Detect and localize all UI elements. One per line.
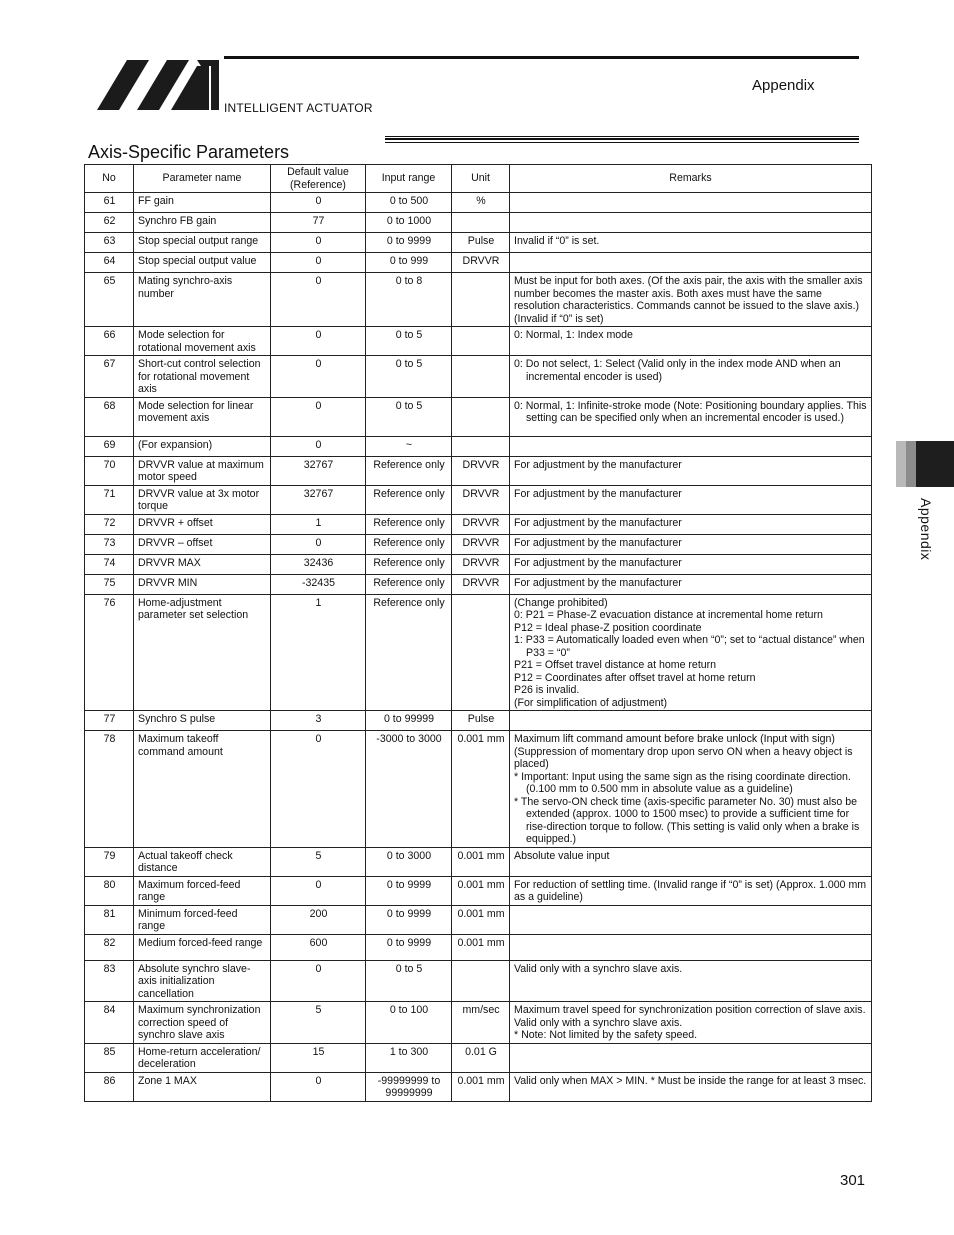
cell-default-value: 0 — [271, 1072, 366, 1101]
cell-unit: DRVVR — [452, 534, 510, 554]
table-row — [85, 253, 872, 273]
cell-input-range: 0 to 100 — [366, 1002, 452, 1044]
cell-default-value: 0 — [271, 876, 366, 905]
cell-unit — [452, 960, 510, 1002]
col-header-remarks: Remarks — [510, 165, 872, 193]
cell-unit — [452, 273, 510, 327]
cell-unit: 0.001 mm — [452, 1072, 510, 1101]
remarks-line: For adjustment by the manufacturer — [514, 536, 682, 549]
remarks-line: 0: Normal, 1: Infinite-stroke mode (Note: Positioning boundary applies. This setting can be specified only when an incremental encoder is used.) — [514, 399, 867, 424]
cell-unit — [452, 356, 510, 398]
remarks-line: P21 = Offset travel distance at home return — [514, 659, 717, 671]
table-row — [85, 1002, 872, 1044]
table-row — [85, 934, 872, 960]
cell-default-value: 600 — [271, 934, 366, 960]
cell-no: 64 — [85, 253, 134, 273]
cell-parameter-name: DRVVR + offset — [134, 514, 271, 534]
cell-unit: DRVVR — [452, 574, 510, 594]
remarks-line: * Important: Input using the same sign as the rising coordinate direction. (0.100 mm to 0.500 mm in absolute value as a guideline) — [514, 770, 851, 795]
cell-remarks — [510, 1002, 872, 1044]
cell-no: 76 — [85, 594, 134, 711]
cell-default-value: 77 — [271, 213, 366, 233]
remarks-line: (Change prohibited) — [514, 596, 608, 609]
cell-input-range: -99999999 to 99999999 — [366, 1072, 452, 1101]
remarks-line: Maximum lift command amount before brake unlock (Input with sign) (Suppression of momentary drop upon servo ON when a heavy object is placed) — [514, 733, 853, 770]
cell-default-value: 0 — [271, 534, 366, 554]
cell-default-value: 0 — [271, 731, 366, 848]
cell-parameter-name: DRVVR MIN — [134, 574, 271, 594]
cell-input-range: Reference only — [366, 594, 452, 711]
brand-name: INTELLIGENT ACTUATOR — [224, 101, 373, 115]
cell-no: 62 — [85, 213, 134, 233]
cell-parameter-name: Home-adjustment parameter set selection — [134, 594, 271, 711]
cell-no: 81 — [85, 905, 134, 934]
cell-no: 83 — [85, 960, 134, 1002]
table-row — [85, 574, 872, 594]
cell-remarks — [510, 554, 872, 574]
cell-remarks — [510, 574, 872, 594]
remarks-line: P12 = Coordinates after offset travel at home return — [514, 671, 756, 684]
cell-no: 73 — [85, 534, 134, 554]
table-row — [85, 1072, 872, 1101]
cell-remarks — [510, 213, 872, 233]
cell-no: 72 — [85, 514, 134, 534]
cell-unit: DRVVR — [452, 253, 510, 273]
side-tab — [896, 441, 954, 487]
table-row — [85, 397, 872, 436]
cell-default-value: 0 — [271, 273, 366, 327]
table-row — [85, 193, 872, 213]
remarks-line: For adjustment by the manufacturer — [514, 556, 682, 569]
cell-parameter-name: (For expansion) — [134, 436, 271, 456]
cell-input-range: Reference only — [366, 574, 452, 594]
col-header-range: Input range — [366, 165, 452, 193]
cell-default-value: 0 — [271, 436, 366, 456]
cell-no: 79 — [85, 847, 134, 876]
cell-parameter-name: DRVVR MAX — [134, 554, 271, 574]
cell-no: 74 — [85, 554, 134, 574]
cell-parameter-name: Synchro S pulse — [134, 711, 271, 731]
page-title: Axis-Specific Parameters — [88, 142, 290, 162]
cell-remarks — [510, 327, 872, 356]
cell-parameter-name: Mode selection for linear movement axis — [134, 397, 271, 436]
cell-unit: Pulse — [452, 233, 510, 253]
cell-default-value: 0 — [271, 193, 366, 213]
cell-input-range: 0 to 99999 — [366, 711, 452, 731]
cell-no: 75 — [85, 574, 134, 594]
cell-parameter-name: DRVVR – offset — [134, 534, 271, 554]
cell-remarks — [510, 711, 872, 731]
table-row — [85, 594, 872, 711]
cell-remarks — [510, 193, 872, 213]
cell-remarks — [510, 1072, 872, 1101]
remarks-line: Valid only with a synchro slave axis. — [514, 962, 683, 975]
col-header-name: Parameter name — [134, 165, 271, 193]
table-row — [85, 534, 872, 554]
cell-input-range: 0 to 9999 — [366, 905, 452, 934]
cell-parameter-name: Stop special output value — [134, 253, 271, 273]
cell-input-range: 0 to 500 — [366, 193, 452, 213]
table-row — [85, 356, 872, 398]
table-row — [85, 485, 872, 514]
cell-default-value: 15 — [271, 1043, 366, 1072]
table-row — [85, 213, 872, 233]
cell-remarks — [510, 534, 872, 554]
table-row — [85, 731, 872, 848]
cell-no: 69 — [85, 436, 134, 456]
remarks-line: * The servo-ON check time (axis-specific parameter No. 30) must also be extended (approx. 1000 to 1500 msec) to provide a sufficient time for rise-direction torque to follow. (This setting is valid only when a brake is equipped.) — [514, 795, 860, 845]
header-rule — [385, 138, 859, 140]
cell-parameter-name: Home-return acceleration/ deceleration — [134, 1043, 271, 1072]
table-row — [85, 514, 872, 534]
table-row — [85, 233, 872, 253]
table-row — [85, 327, 872, 356]
cell-remarks — [510, 397, 872, 436]
cell-unit: 0.001 mm — [452, 847, 510, 876]
cell-remarks — [510, 847, 872, 876]
cell-default-value: 1 — [271, 594, 366, 711]
table-row — [85, 456, 872, 485]
cell-parameter-name: Minimum forced-feed range — [134, 905, 271, 934]
cell-unit: DRVVR — [452, 514, 510, 534]
cell-default-value: 32767 — [271, 485, 366, 514]
remarks-line: 0: Do not select, 1: Select (Valid only in the index mode AND when an incremental encoder is used) — [514, 358, 841, 383]
cell-parameter-name: Absolute synchro slave-axis initialization cancellation — [134, 960, 271, 1002]
cell-remarks — [510, 1043, 872, 1072]
header-rule — [385, 136, 859, 137]
cell-remarks — [510, 905, 872, 934]
cell-parameter-name: Medium forced-feed range — [134, 934, 271, 960]
cell-default-value: 0 — [271, 960, 366, 1002]
cell-no: 80 — [85, 876, 134, 905]
table-row — [85, 905, 872, 934]
remarks-line: (For simplification of adjustment) — [514, 696, 668, 709]
cell-input-range: ~ — [366, 436, 452, 456]
cell-remarks — [510, 731, 872, 848]
cell-input-range: Reference only — [366, 514, 452, 534]
cell-remarks — [510, 356, 872, 398]
cell-default-value: 5 — [271, 1002, 366, 1044]
cell-no: 65 — [85, 273, 134, 327]
cell-input-range: 0 to 1000 — [366, 213, 452, 233]
iai-logo — [97, 58, 219, 112]
parameters-table — [84, 164, 872, 1102]
cell-input-range: 0 to 9999 — [366, 233, 452, 253]
cell-parameter-name: Mode selection for rotational movement axis — [134, 327, 271, 356]
cell-input-range: Reference only — [366, 534, 452, 554]
cell-input-range: 0 to 5 — [366, 356, 452, 398]
table-row — [85, 847, 872, 876]
cell-no: 70 — [85, 456, 134, 485]
cell-no: 85 — [85, 1043, 134, 1072]
cell-no: 77 — [85, 711, 134, 731]
cell-parameter-name: Short-cut control selection for rotational movement axis — [134, 356, 271, 398]
col-header-default: Default value (Reference) — [271, 165, 366, 193]
remarks-line: For adjustment by the manufacturer — [514, 516, 682, 529]
remarks-line: For adjustment by the manufacturer — [514, 458, 682, 471]
cell-input-range: Reference only — [366, 554, 452, 574]
col-header-no: No — [85, 165, 134, 193]
cell-remarks — [510, 233, 872, 253]
cell-remarks — [510, 436, 872, 456]
cell-unit — [452, 327, 510, 356]
cell-remarks — [510, 273, 872, 327]
section-label: Appendix — [752, 77, 815, 94]
header-top-rule — [224, 56, 859, 59]
cell-no: 68 — [85, 397, 134, 436]
cell-unit: 0.01 G — [452, 1043, 510, 1072]
remarks-line: * Note: Not limited by the safety speed. — [514, 1029, 698, 1041]
cell-default-value: 32767 — [271, 456, 366, 485]
cell-default-value: 200 — [271, 905, 366, 934]
cell-default-value: 0 — [271, 327, 366, 356]
cell-no: 86 — [85, 1072, 134, 1101]
cell-remarks — [510, 514, 872, 534]
cell-input-range: 0 to 5 — [366, 397, 452, 436]
cell-default-value: 0 — [271, 356, 366, 398]
cell-no: 78 — [85, 731, 134, 848]
table-row — [85, 876, 872, 905]
cell-remarks — [510, 876, 872, 905]
cell-default-value: 0 — [271, 397, 366, 436]
table-row — [85, 711, 872, 731]
remarks-line: P12 = Ideal phase-Z position coordinate — [514, 621, 702, 634]
remarks-line: Maximum travel speed for synchronization position correction of slave axis. Valid only with a synchro slave axis. — [514, 1004, 866, 1029]
cell-input-range: 0 to 999 — [366, 253, 452, 273]
cell-remarks — [510, 934, 872, 960]
cell-parameter-name: Stop special output range — [134, 233, 271, 253]
cell-remarks — [510, 253, 872, 273]
cell-input-range: Reference only — [366, 456, 452, 485]
table-header-row — [85, 165, 872, 193]
side-tab-label: Appendix — [918, 498, 934, 561]
cell-input-range: 0 to 9999 — [366, 934, 452, 960]
remarks-line: For adjustment by the manufacturer — [514, 487, 682, 500]
cell-input-range: Reference only — [366, 485, 452, 514]
cell-remarks — [510, 960, 872, 1002]
cell-unit: 0.001 mm — [452, 905, 510, 934]
cell-input-range: 0 to 5 — [366, 960, 452, 1002]
col-header-unit: Unit — [452, 165, 510, 193]
cell-input-range: 1 to 300 — [366, 1043, 452, 1072]
cell-unit — [452, 397, 510, 436]
cell-no: 63 — [85, 233, 134, 253]
remarks-line: Invalid if “0” is set. — [514, 235, 600, 247]
cell-unit — [452, 436, 510, 456]
cell-parameter-name: Maximum takeoff command amount — [134, 731, 271, 848]
cell-input-range: 0 to 8 — [366, 273, 452, 327]
cell-unit — [452, 213, 510, 233]
table-row — [85, 436, 872, 456]
remarks-line: 0: P21 = Phase-Z evacuation distance at incremental home return — [514, 609, 823, 621]
cell-default-value: 32436 — [271, 554, 366, 574]
cell-default-value: -32435 — [271, 574, 366, 594]
cell-default-value: 3 — [271, 711, 366, 731]
remarks-line: Absolute value input — [514, 849, 610, 862]
table-row — [85, 273, 872, 327]
cell-input-range: -3000 to 3000 — [366, 731, 452, 848]
cell-unit: 0.001 mm — [452, 731, 510, 848]
cell-input-range: 0 to 9999 — [366, 876, 452, 905]
cell-no: 67 — [85, 356, 134, 398]
cell-unit: 0.001 mm — [452, 876, 510, 905]
cell-unit — [452, 594, 510, 711]
remarks-line: For adjustment by the manufacturer — [514, 576, 682, 589]
cell-unit: DRVVR — [452, 485, 510, 514]
cell-remarks — [510, 456, 872, 485]
cell-parameter-name: DRVVR value at maximum motor speed — [134, 456, 271, 485]
header-rule — [385, 142, 859, 143]
cell-parameter-name: DRVVR value at 3x motor torque — [134, 485, 271, 514]
cell-input-range: 0 to 5 — [366, 327, 452, 356]
cell-unit: DRVVR — [452, 456, 510, 485]
cell-no: 61 — [85, 193, 134, 213]
cell-no: 84 — [85, 1002, 134, 1044]
remarks-line: 1: P33 = Automatically loaded even when “0”; set to “actual distance” when P33 = “0” — [514, 634, 865, 659]
table-row — [85, 960, 872, 1002]
cell-unit: mm/sec — [452, 1002, 510, 1044]
cell-remarks — [510, 485, 872, 514]
cell-parameter-name: FF gain — [134, 193, 271, 213]
remarks-line: 0: Normal, 1: Index mode — [514, 329, 633, 341]
cell-no: 71 — [85, 485, 134, 514]
cell-default-value: 0 — [271, 253, 366, 273]
cell-no: 66 — [85, 327, 134, 356]
cell-remarks — [510, 594, 872, 711]
cell-unit: Pulse — [452, 711, 510, 731]
remarks-line: Must be input for both axes. (Of the axis pair, the axis with the smaller axis number becomes the master axis. Both axes must have the same resolution characteristics. Commands cannot be issued to the slave axis.) (Invalid if “0” is set) — [514, 275, 863, 325]
cell-parameter-name: Actual takeoff check distance — [134, 847, 271, 876]
cell-unit: % — [452, 193, 510, 213]
cell-parameter-name: Maximum synchronization correction speed of synchro slave axis — [134, 1002, 271, 1044]
cell-default-value: 5 — [271, 847, 366, 876]
cell-default-value: 0 — [271, 233, 366, 253]
table-row — [85, 554, 872, 574]
cell-unit: 0.001 mm — [452, 934, 510, 960]
cell-parameter-name: Maximum forced-feed range — [134, 876, 271, 905]
table-row — [85, 1043, 872, 1072]
cell-parameter-name: Mating synchro-axis number — [134, 273, 271, 327]
cell-unit: DRVVR — [452, 554, 510, 574]
remarks-line: P26 is invalid. — [514, 684, 580, 696]
cell-parameter-name: Zone 1 MAX — [134, 1072, 271, 1101]
cell-parameter-name: Synchro FB gain — [134, 213, 271, 233]
remarks-line: For reduction of settling time. (Invalid range if “0” is set) (Approx. 1.000 mm as a guideline) — [514, 878, 867, 903]
cell-default-value: 1 — [271, 514, 366, 534]
cell-no: 82 — [85, 934, 134, 960]
page-number: 301 — [840, 1172, 866, 1189]
cell-input-range: 0 to 3000 — [366, 847, 452, 876]
remarks-line: Valid only when MAX > MIN. * Must be inside the range for at least 3 msec. — [514, 1074, 867, 1087]
